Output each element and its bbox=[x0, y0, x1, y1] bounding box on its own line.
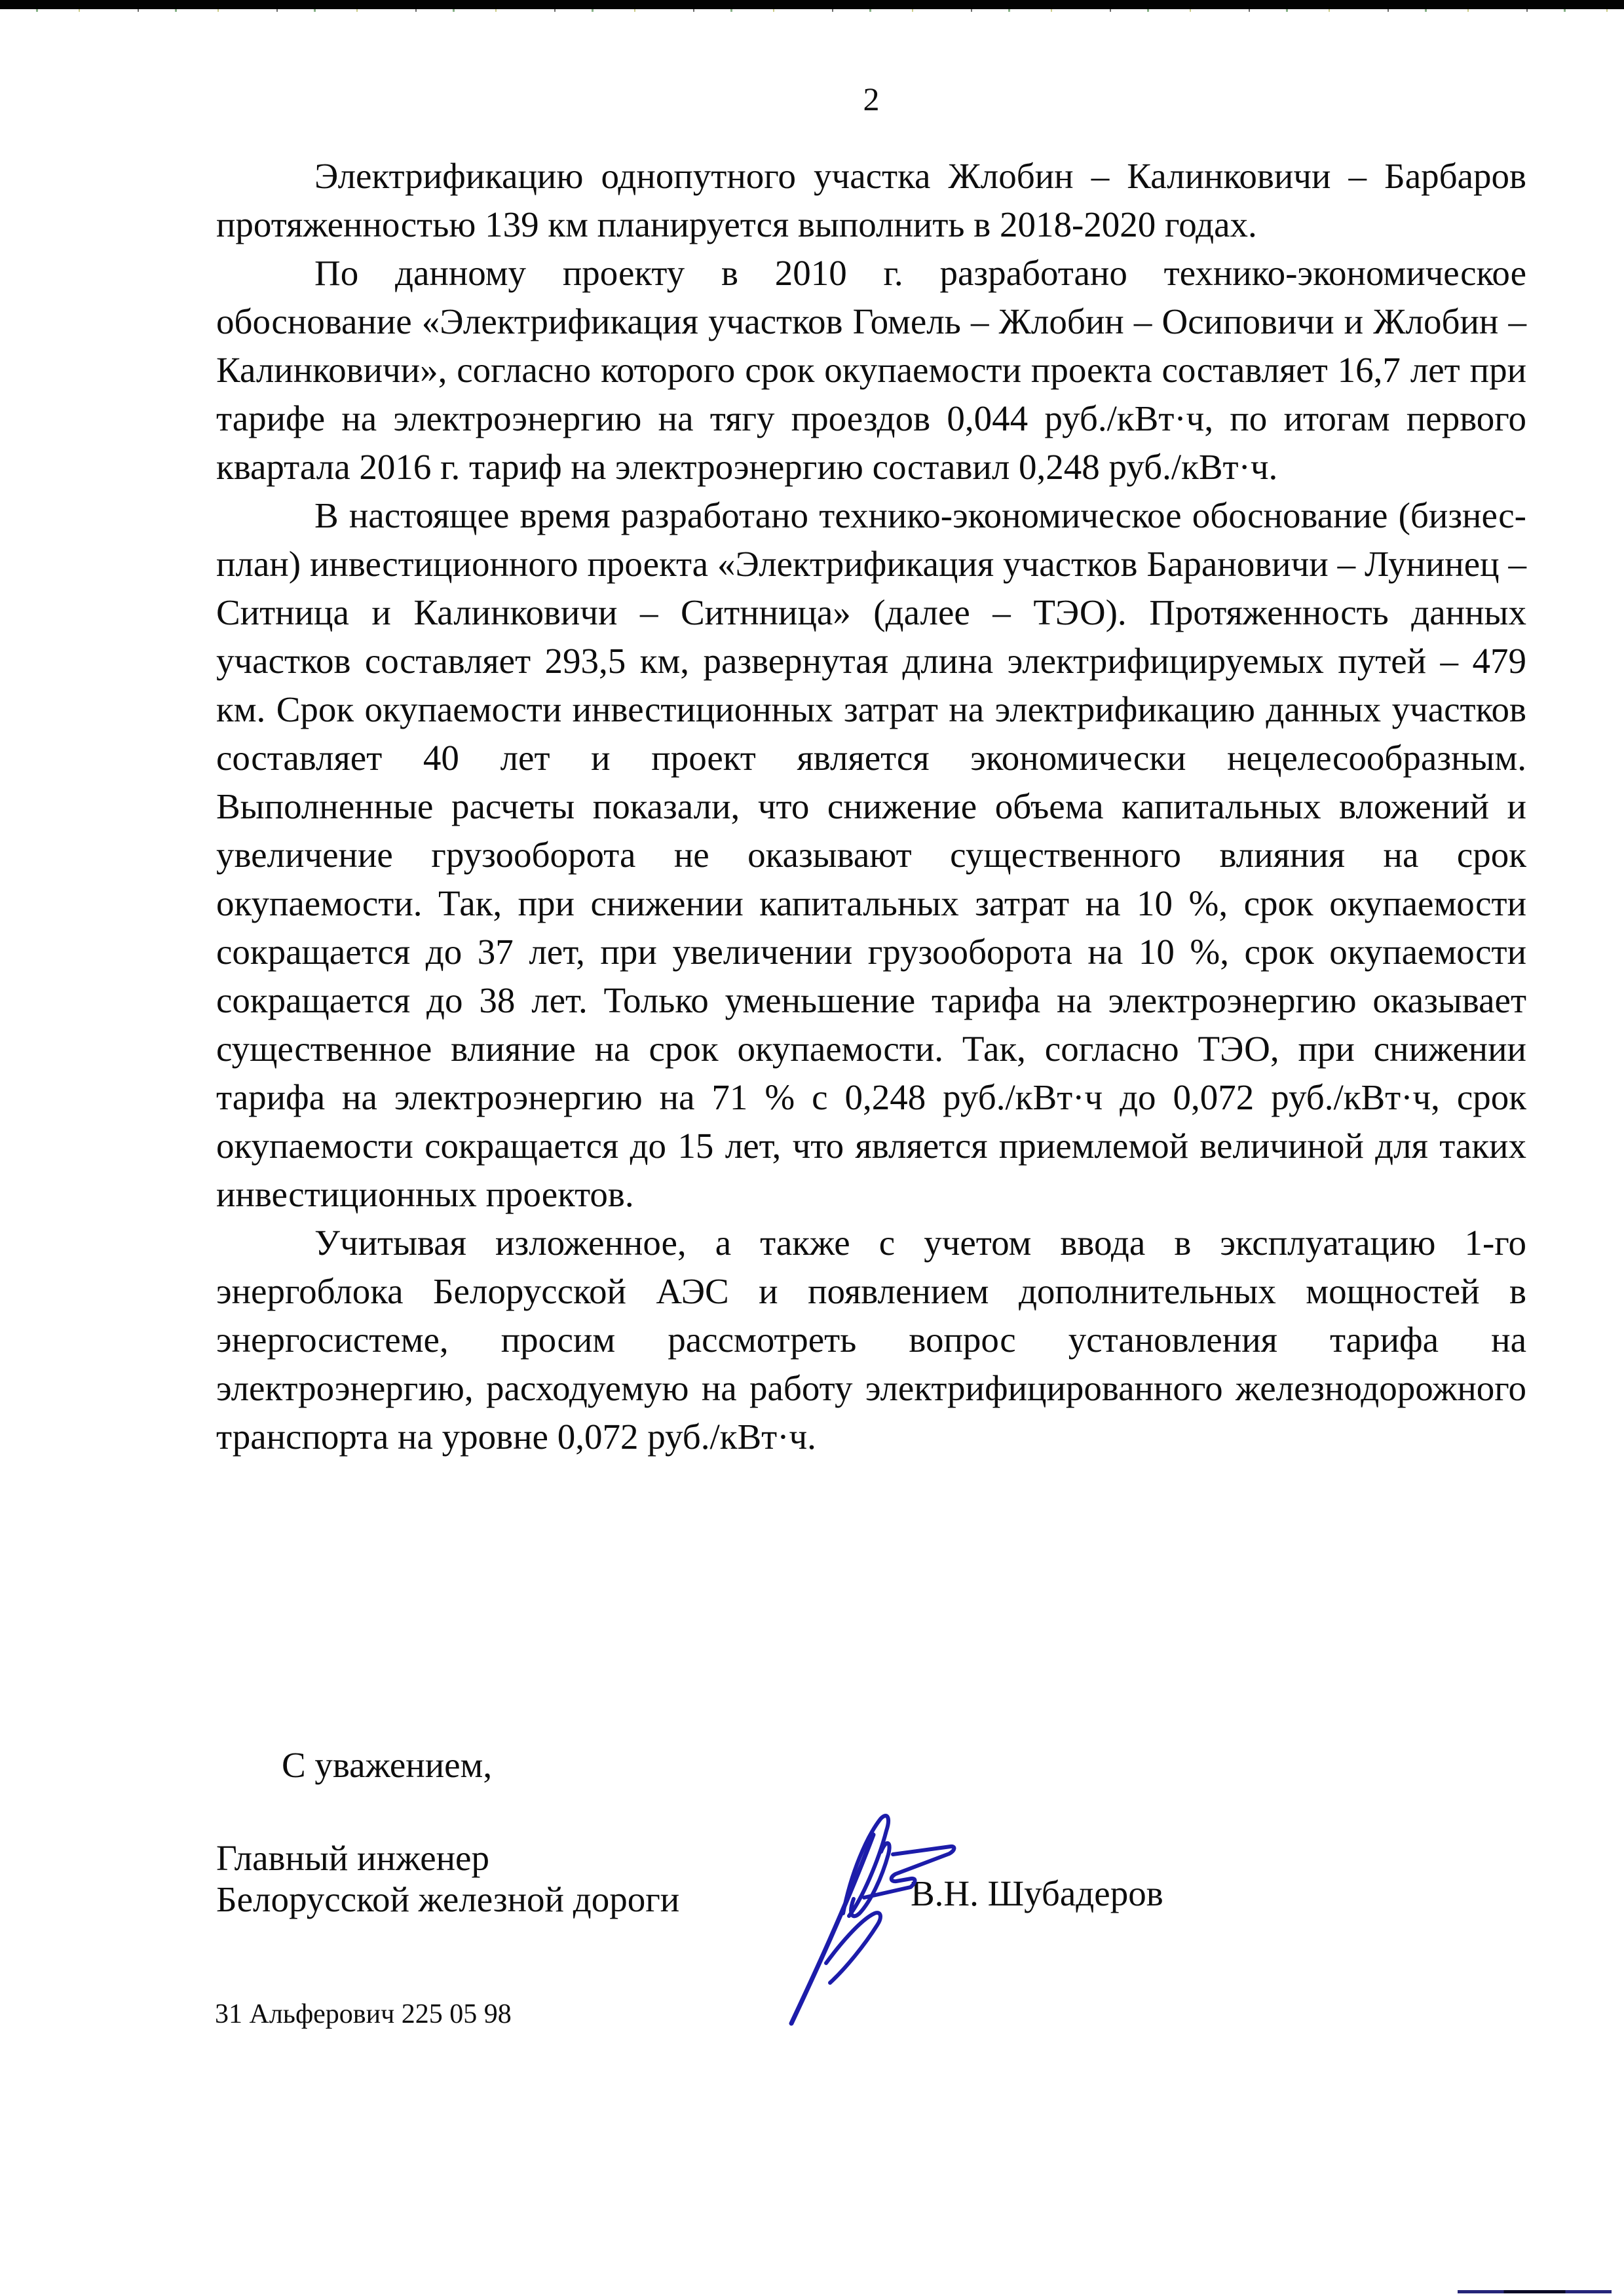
letter-body bbox=[216, 152, 1526, 1461]
signer-title-line2: Белорусской железной дороги bbox=[216, 1879, 680, 1919]
handwritten-signature bbox=[783, 1807, 960, 2030]
paragraph-current-feasibility-study: В настоящее время разработано технико-экономическое обоснование (бизнес-план) инвестиционного проекта «Электрификация участков Барановичи – Лунинец – Ситница и Калинковичи – Ситнница» (далее – ТЭО). Протяженность данных участков составляет 293,5 км, развернутая длина электрифицируемых путей – 479 км. Срок окупаемости инвестиционных затрат на электрификацию данных участков составляет 40 лет и проект является экономически нецелесообразным. Выполненные расчеты показали, что снижение объема капитальных вложений и увеличение грузооборота не оказывают существенного влияния на срок окупаемости. Так, при снижении капитальных затрат на 10 %, срок окупаемости сокращается до 37 лет, при увеличении грузооборота на 10 %, срок окупаемости сокращается до 38 лет. Только уменьшение тарифа на электроэнергию оказывает существенное влияние на срок окупаемости. Так, согласно ТЭО, при снижении тарифа на электроэнергию на 71 % с 0,248 руб./кВт·ч до 0,072 руб./кВт·ч, срок окупаемости сокращается до 15 лет, что является приемлемой величиной для таких инвестиционных проектов. bbox=[216, 495, 1526, 1214]
signature-stroke-lower-loop bbox=[826, 1913, 880, 1983]
paragraph-tariff-request: Учитывая изложенное, а также с учетом ввода в эксплуатацию 1-го энергоблока Белорусской АЭС и появлением дополнительных мощностей в энергосистеме, просим рассмотреть вопрос установления тарифа на электроэнергию, расходуемую на работу электрифицированного железнодорожного транспорта на уровне 0,072 руб./кВт·ч. bbox=[216, 1223, 1526, 1457]
signer-title-line1: Главный инженер bbox=[216, 1838, 489, 1878]
signature-stroke-main bbox=[791, 1835, 873, 2023]
paragraph-electrification-zhlobin: Электрификацию однопутного участка Жлобин – Калинковичи – Барбаров протяженностью 139 км планируется выполнить в 2018-2020 годах. bbox=[216, 156, 1526, 244]
scan-noise-strip bbox=[0, 9, 1624, 12]
page-number: 2 bbox=[863, 81, 880, 117]
signature-stroke-upper-loop bbox=[843, 1816, 888, 1916]
paragraph-2010-feasibility-study: По данному проекту в 2010 г. разработано технико-экономическое обоснование «Электрификация участков Гомель – Жлобин – Осиповичи и Жлобин – Калинковичи», согласно которого срок окупаемости проекта составляет 16,7 лет при тарифе на электроэнергию на тягу проездов 0,044 руб./кВт·ч, по итогам первого квартала 2016 г. тариф на электроэнергию составил 0,248 руб./кВт·ч. bbox=[216, 253, 1526, 487]
executor-reference: 31 Альферович 225 05 98 bbox=[215, 1999, 512, 2029]
signer-name: В.Н. Шубадеров bbox=[911, 1873, 1163, 1913]
closing-salutation: С уважением, bbox=[282, 1745, 493, 1785]
scan-top-edge-artifact bbox=[0, 0, 1624, 9]
scan-bottom-edge-artifact bbox=[1458, 2290, 1612, 2293]
